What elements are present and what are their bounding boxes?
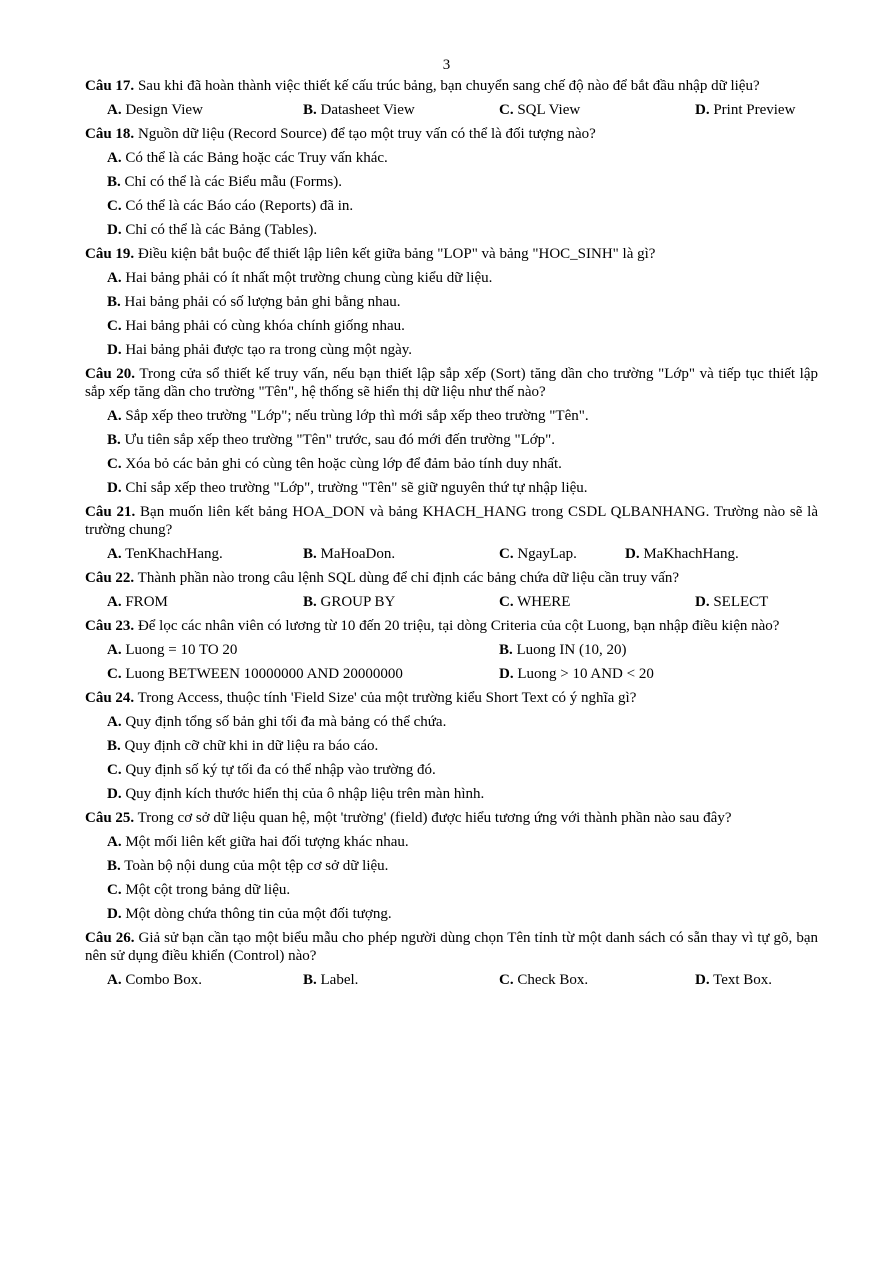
option-a: A. FROM <box>107 594 168 610</box>
option-a: A. Một mối liên kết giữa hai đối tượng khác nhau. <box>107 834 409 850</box>
question-number: Câu 25. <box>85 810 135 826</box>
option-b: B. Toàn bộ nội dung của một tệp cơ sở dữ liệu. <box>107 858 389 874</box>
question-stem <box>85 617 818 635</box>
option-b: B. GROUP BY <box>303 594 396 610</box>
option-d: D. Text Box. <box>695 972 773 988</box>
question-text: Điều kiện bắt buộc để thiết lập liên kết giữa bảng "LOP" và bảng "HOC_SINH" là gì? <box>137 246 656 262</box>
option-c: C. SQL View <box>499 102 581 118</box>
question-text: Giả sử bạn cần tạo một biểu mẫu cho phép người dùng chọn Tên tỉnh từ một danh sách có sẵn thay vì tự gõ, bạn nên sử dụng điều khiển (Control) nào? <box>85 930 818 964</box>
option-b: B. Datasheet View <box>303 102 415 118</box>
option-c: C. Một cột trong bảng dữ liệu. <box>107 882 291 898</box>
option-c: C. Luong BETWEEN 10000000 AND 20000000 <box>107 666 403 682</box>
option-b: B. Chỉ có thể là các Biểu mẫu (Forms). <box>107 174 342 190</box>
options-row <box>107 971 818 989</box>
option-d: D. Luong > 10 AND < 20 <box>499 666 654 682</box>
question-18 <box>85 125 818 239</box>
question-stem <box>85 689 818 707</box>
question-text: Nguồn dữ liệu (Record Source) để tạo một truy vấn có thể là đối tượng nào? <box>137 126 596 142</box>
option-a: A. Design View <box>107 102 203 118</box>
option-d: D. MaKhachHang. <box>625 546 739 562</box>
option-b: B. MaHoaDon. <box>303 546 396 562</box>
question-number: Câu 20. <box>85 366 136 382</box>
question-stem <box>85 503 818 539</box>
question-stem <box>85 809 818 827</box>
options-row <box>107 101 818 119</box>
question-number: Câu 21. <box>85 504 136 520</box>
question-22 <box>85 569 818 611</box>
question-number: Câu 18. <box>85 126 135 142</box>
question-list <box>85 77 818 995</box>
question-text: Trong Access, thuộc tính 'Field Size' của một trường kiểu Short Text có ý nghĩa gì? <box>137 690 637 706</box>
question-stem <box>85 77 818 95</box>
option-a: A. Sắp xếp theo trường "Lớp"; nếu trùng lớp thì mới sắp xếp theo trường "Tên". <box>107 408 589 424</box>
option-d: D. Hai bảng phải được tạo ra trong cùng một ngày. <box>107 342 413 358</box>
option-c: C. Có thể là các Báo cáo (Reports) đã in. <box>107 198 354 214</box>
question-number: Câu 22. <box>85 570 135 586</box>
option-b: B. Label. <box>303 972 359 988</box>
option-a: A. Luong = 10 TO 20 <box>107 642 238 658</box>
question-23 <box>85 617 818 683</box>
page-number: 3 <box>442 57 451 73</box>
question-26 <box>85 929 818 989</box>
question-stem <box>85 569 818 587</box>
question-21 <box>85 503 818 563</box>
question-25 <box>85 809 818 923</box>
question-number: Câu 19. <box>85 246 135 262</box>
question-stem <box>85 125 818 143</box>
option-a: A. Combo Box. <box>107 972 203 988</box>
question-text: Trong cơ sở dữ liệu quan hệ, một 'trường' (field) được hiểu tương ứng với thành phần nào sau đây? <box>137 810 732 826</box>
option-b: B. Luong IN (10, 20) <box>499 642 627 658</box>
question-stem <box>85 245 818 263</box>
question-17 <box>85 77 818 119</box>
question-number: Câu 17. <box>85 78 135 94</box>
option-c: C. Check Box. <box>499 972 589 988</box>
options-row <box>107 641 818 659</box>
question-text: Thành phần nào trong câu lệnh SQL dùng để chỉ định các bảng chứa dữ liệu cần truy vấn? <box>137 570 680 586</box>
option-c: C. Hai bảng phải có cùng khóa chính giống nhau. <box>107 318 405 334</box>
option-c: C. NgayLap. <box>499 546 577 562</box>
options-row <box>107 545 818 563</box>
question-stem <box>85 929 818 965</box>
question-number: Câu 26. <box>85 930 135 946</box>
question-number: Câu 24. <box>85 690 135 706</box>
question-stem <box>85 365 818 401</box>
option-c: C. WHERE <box>499 594 571 610</box>
option-a: A. Hai bảng phải có ít nhất một trường chung cùng kiểu dữ liệu. <box>107 270 493 286</box>
option-d: D. Một dòng chứa thông tin của một đối tượng. <box>107 906 392 922</box>
options-row <box>107 593 818 611</box>
question-24 <box>85 689 818 803</box>
option-c: C. Xóa bỏ các bản ghi có cùng tên hoặc cùng lớp để đảm bảo tính duy nhất. <box>107 456 562 472</box>
option-d: D. SELECT <box>695 594 769 610</box>
option-d: D. Chỉ có thể là các Bảng (Tables). <box>107 222 318 238</box>
question-text: Sau khi đã hoàn thành việc thiết kế cấu trúc bảng, bạn chuyển sang chế độ nào để bắt đầu nhập dữ liệu? <box>137 78 760 94</box>
option-a: A. Có thể là các Bảng hoặc các Truy vấn khác. <box>107 150 388 166</box>
option-d: D. Chỉ sắp xếp theo trường "Lớp", trường "Tên" sẽ giữ nguyên thứ tự nhập liệu. <box>107 480 588 496</box>
question-text: Để lọc các nhân viên có lương từ 10 đến 20 triệu, tại dòng Criteria của cột Luong, bạn nhập điều kiện nào? <box>137 618 780 634</box>
option-d: D. Print Preview <box>695 102 796 118</box>
question-text: Trong cửa sổ thiết kế truy vấn, nếu bạn thiết lập sắp xếp (Sort) tăng dần cho trường "Lớp" và tiếp tục thiết lập sắp xếp tăng dần cho trường "Tên", hệ thống sẽ hiển thị dữ liệu như thế nào? <box>85 366 818 400</box>
option-b: B. Ưu tiên sắp xếp theo trường "Tên" trước, sau đó mới đến trường "Lớp". <box>107 432 556 448</box>
option-d: D. Quy định kích thước hiển thị của ô nhập liệu trên màn hình. <box>107 786 485 802</box>
question-number: Câu 23. <box>85 618 135 634</box>
option-b: B. Hai bảng phải có số lượng bản ghi bằng nhau. <box>107 294 401 310</box>
question-text: Bạn muốn liên kết bảng HOA_DON và bảng KHACH_HANG trong CSDL QLBANHANG. Trường nào sẽ là trường chung? <box>85 504 818 538</box>
option-a: A. Quy định tổng số bản ghi tối đa mà bảng có thể chứa. <box>107 714 447 730</box>
option-c: C. Quy định số ký tự tối đa có thể nhập vào trường đó. <box>107 762 436 778</box>
question-19 <box>85 245 818 359</box>
options-row <box>107 665 818 683</box>
option-a: A. TenKhachHang. <box>107 546 223 562</box>
question-20 <box>85 365 818 497</box>
option-b: B. Quy định cỡ chữ khi in dữ liệu ra báo cáo. <box>107 738 379 754</box>
